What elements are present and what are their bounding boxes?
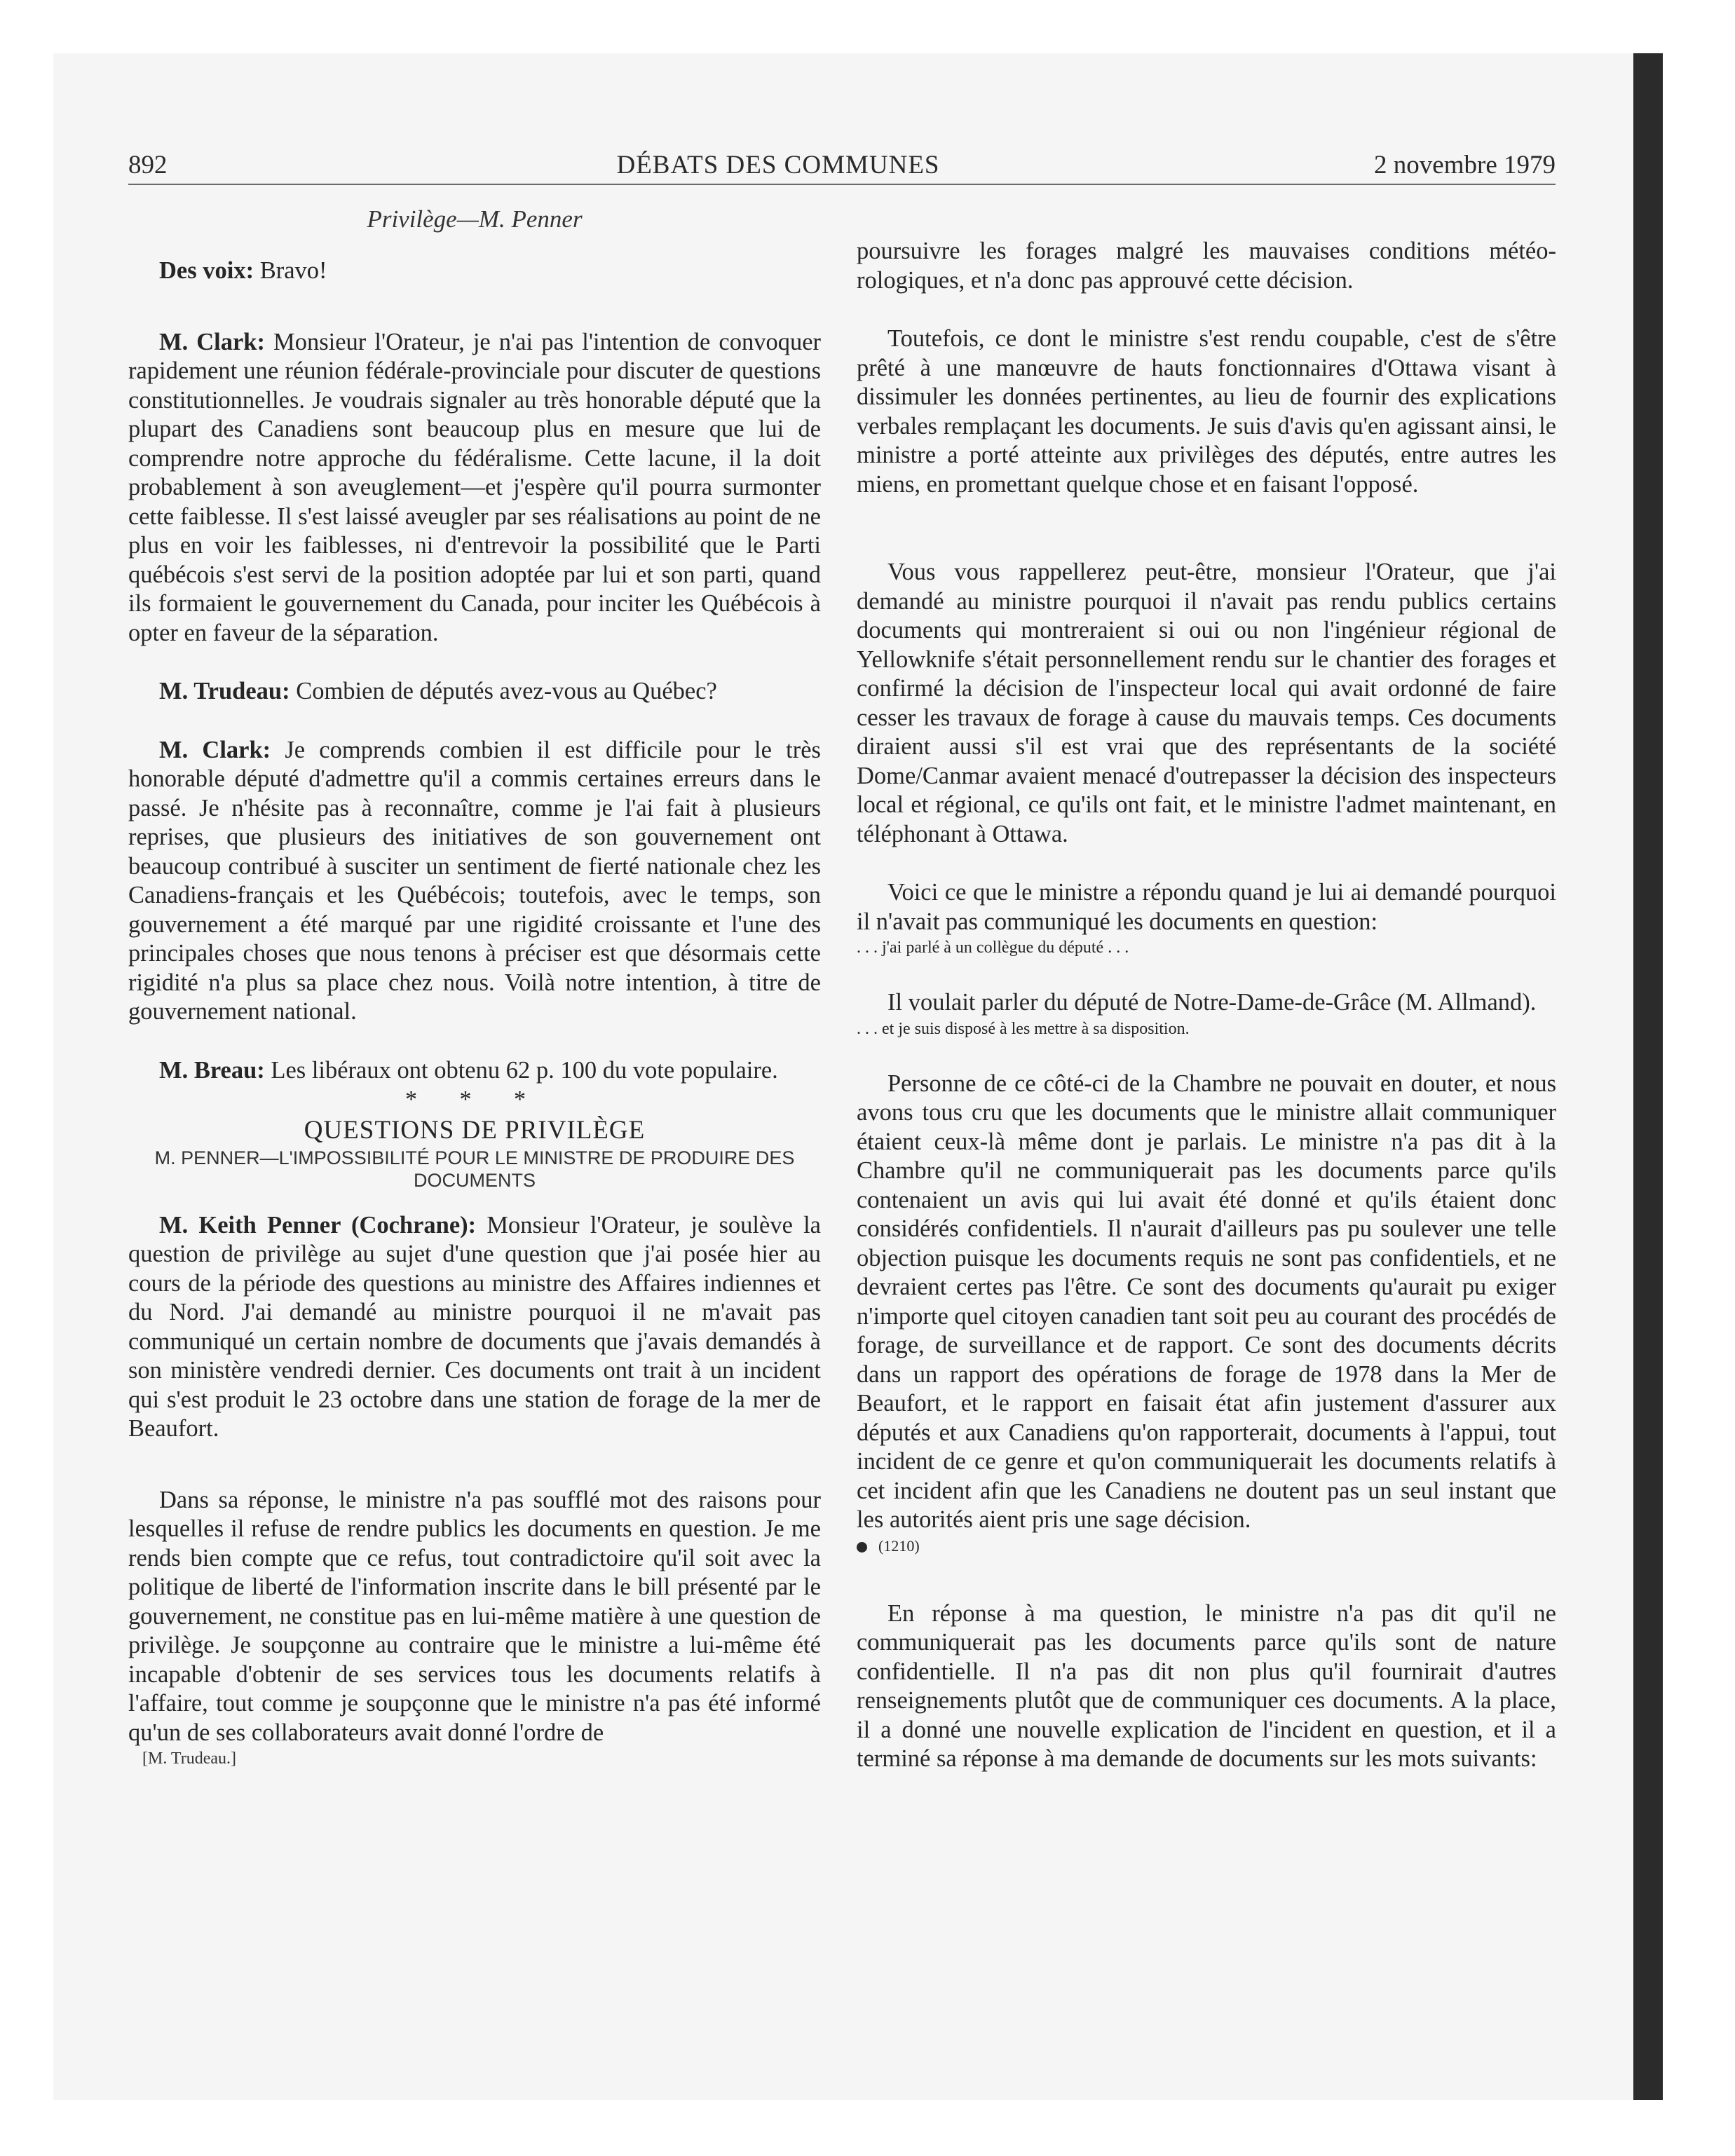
block-quote: . . . j'ai parlé à un collègue du député . . . (857, 939, 1129, 957)
speaker-name: Des voix: (159, 257, 254, 284)
paragraph (128, 1211, 821, 1444)
paragraph (128, 328, 821, 648)
paragraph-text: Monsieur l'Orateur, je soulève la question de privilège au sujet d'une question que j'ai posée hier au cours de la période des questions au ministre des Affaires indiennes et du Nord. J'ai demandé au ministre pourquoi il ne m'avait pas communiqué un certain nombre de documents que j'avais demandés à son ministère vendredi dernier. Ces documents ont trait à un incident qui s'est produit le 23 octobre dans une station de forage de la mer de Beaufort. (128, 1211, 821, 1442)
paragraph: Vous vous rappellerez peut-être, monsieur l'Orateur, que j'ai demandé au ministre pourquoi il n'avait pas rendu publics certains documents qui montreraient si oui ou non l'ingénieur régional de Yellowknife s'était personnellement rendu sur le chantier des forages et confirmé la décision de l'inspecteur local qui avait ordonné de faire cesser les travaux de forage à cause du mauvais temps. Ces documents diraient aussi s'il est vrai que des représentants de la société Dome/Canmar avaient menacé d'outrepasser la décision des inspecteurs local et régional, ce qu'ils ont fait, et le ministre l'admet maintenant, en téléphonant à Ottawa. (857, 559, 1556, 847)
paragraph-text: Je comprends combien il est difficile pour le très honorable député d'admettre qu'il a commis certaines erreurs dans le passé. Je n'hésite pas à reconnaître, comme je l'ai fait à plusieurs reprises, que plusieurs des initiatives de son gouvernement ont beaucoup contribué à susciter un sentiment de fierté nationale chez les Canadiens-français et les Québécois; toutefois, avec le temps, son gouvernement a été marqué par une rigidité croissante et l'une des principales choses que nous tenons à préciser est que désormais cette rigidité n'a plus sa place chez nous. Voilà notre intention, à titre de gouvernement national. (128, 736, 821, 1025)
paragraph: En réponse à ma question, le ministre n'a pas dit qu'il ne communiquerait pas les documents parce qu'ils sont de nature confidentielle. Il n'a pas dit non plus qu'il fournirait d'autres renseignements plutôt que de communiquer ces documents. A la place, il a donné une nouvelle explication de l'incident en question, et il a terminé sa réponse à ma demande de documents sur les mots suivants: (857, 1599, 1556, 1772)
paragraph (128, 257, 821, 286)
scan-edge-bar (1633, 53, 1663, 2100)
paragraph (128, 736, 821, 1027)
page-number: 892 (128, 151, 168, 179)
speaker-name: M. Keith Penner (Cochrane): (159, 1211, 477, 1239)
paragraph: Voici ce que le ministre a répondu quand je lui ai demandé pourquoi il n'avait pas communiqué les documents en question: (857, 879, 1556, 935)
page-header-title: DÉBATS DES COMMUNES (616, 151, 940, 179)
paragraph-text: Bravo! (254, 257, 327, 284)
speaker-name: M. Breau: (159, 1056, 265, 1084)
page-date: 2 novembre 1979 (1374, 151, 1556, 179)
section-title: QUESTIONS DE PRIVILÈGE (304, 1115, 646, 1145)
paragraph (128, 677, 821, 707)
paragraph: Dans sa réponse, le ministre n'a pas soufflé mot des raisons pour lesquelles il refuse de rendre publics les documents en question. Je me rends bien compte que ce refus, tout contradictoire qu'il soit avec la politique de liberté de l'information inscrite dans le bill présenté par le gouvernement, ne constitue pas en lui-même matière à une question de privilège. Je soupçonne au contraire que le ministre a lui-même été incapable d'obtenir de ses services tous les documents relatifs à l'affaire, tout comme je soupçonne que le ministre n'a pas été informé qu'un de ses collaborateurs avait donné l'ordre de (128, 1486, 821, 1746)
left-column (128, 237, 821, 1770)
speaker-name: M. Clark: (159, 736, 271, 763)
paragraph (128, 1056, 821, 1086)
section-subtitle: M. PENNER—L'IMPOSSIBILITÉ POUR LE MINISTRE DE PRODUIRE DES DOCUMENTS (154, 1147, 795, 1191)
paragraph: Il voulait parler du député de Notre-Dame-de-Grâce (M. Allmand). (887, 989, 1537, 1016)
paragraph-text: Combien de députés avez-vous au Québec? (290, 678, 717, 704)
block-quote: . . . et je suis disposé à les mettre à sa disposition. (857, 1019, 1190, 1038)
header-rule (128, 184, 1556, 185)
section-separator: * * * (405, 1086, 544, 1112)
paragraph: poursuivre les forages malgré les mauvaises conditions météorologiques, et n'a donc pas approuvé cette décision. (857, 238, 1556, 294)
paragraph: Personne de ce côté-ci de la Chambre ne pouvait en douter, et nous avons tous cru que les documents que le ministre allait communiquer étaient ceux-là même dont je parlais. Le ministre n'a pas dit à la Chambre qu'il ne communiquerait pas les documents parce qu'ils contenaient un avis qui lui avait été donné et qu'ils étaient donc considérés confidentiels. Il n'aurait d'ailleurs pas pu soulever une telle objection puisque les documents requis ne sont pas confidentiels, et ne devraient certes pas l'être. Ce sont des documents qu'aurait pu exiger n'importe quel citoyen canadien tant soit peu au courant des procédés de forage, de surveillance et de rapport. Ce sont des documents décrits dans un rapport des opérations de forage de 1978 dans la Mer de Beaufort, et le rapport en faisait état afin justement d'assurer aux députés et aux Canadiens qu'on rapporterait, documents à l'appui, tout incident de ce genre et qu'on communiquerait les documents relatifs à cet incident afin que les Canadiens ne doutent pas un seul instant que les autorités aient pris une sage décision. (857, 1070, 1556, 1533)
running-subhead: Privilège—M. Penner (367, 205, 583, 233)
speaker-name: M. Trudeau: (159, 678, 290, 704)
speaker-name: M. Clark: (159, 328, 265, 355)
time-marker (857, 1535, 1556, 1557)
right-column (857, 237, 1556, 1774)
paragraph-text: Les libéraux ont obtenu 62 p. 100 du vote populaire. (264, 1056, 778, 1084)
paragraph-text: Monsieur l'Orateur, je n'ai pas l'intention de convoquer rapidement une réunion fédérale-provinciale pour discuter de questions constitutionnelles. Je voudrais signaler au très honorable député que la plupart des Canadiens sont beaucoup plus en mesure que lui de comprendre notre approche du fédéralisme. Cette lacune, il la doit probablement à son aveuglement—et j'espère qu'il pourra surmonter cette faiblesse. Il s'est laissé aveugler par ses réalisations au point de ne plus en voir les faiblesses, ni d'entrevoir la possibilité que le Parti québécois s'est servi de la position adoptée par lui et son parti, quand ils formaient le gouvernement du Canada, pour inciter les Québécois à opter en faveur de la séparation. (128, 328, 821, 646)
footnote: [M. Trudeau.] (142, 1749, 237, 1768)
time-marker-text: (1210) (878, 1536, 920, 1555)
bullet-dot-icon (857, 1542, 867, 1553)
paragraph: Toutefois, ce dont le ministre s'est rendu coupable, c'est de s'être prêté à une manœuvre de hauts fonctionnaires d'Ottawa visant à dissimuler les données pertinentes, au lieu de fournir des explications verbales remplaçant les documents. Je suis d'avis qu'en agissant ainsi, le ministre a porté atteinte aux privilèges des députés, entre autres les miens, en promettant quelque chose et en faisant l'opposé. (857, 325, 1556, 498)
